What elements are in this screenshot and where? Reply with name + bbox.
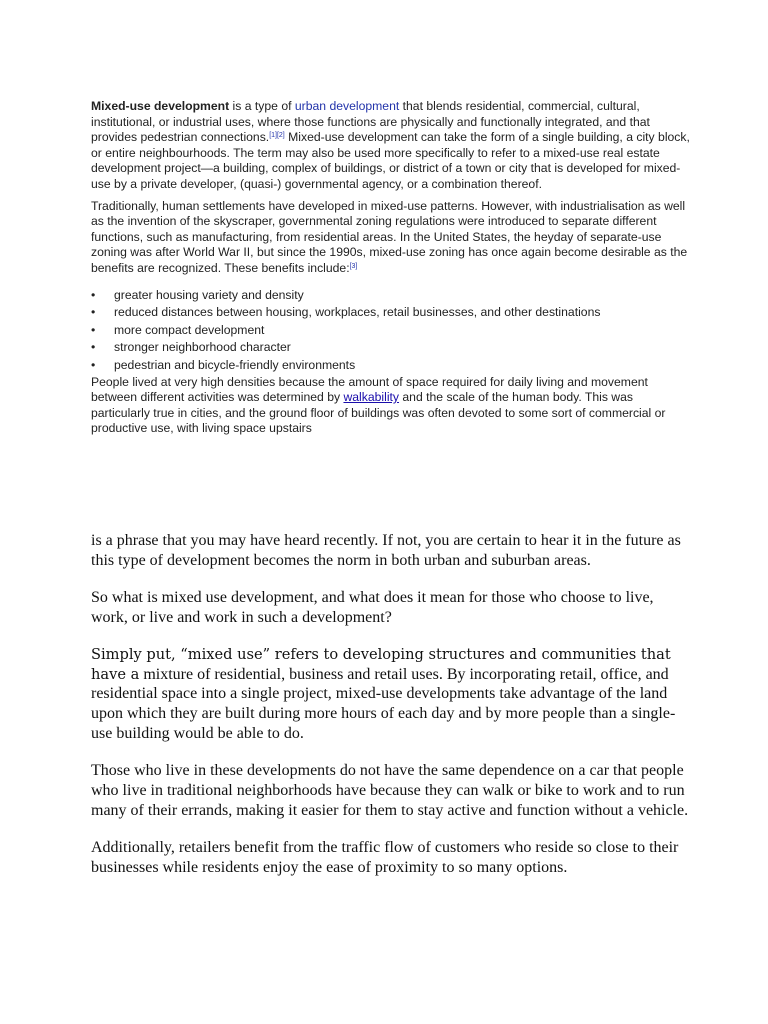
history-text: Traditionally, human settlements have developed in mixed-use patterns. However, with industrialisation as well as the invention of the skyscraper, governmental zoning regulations were introduced to separate different functions, such as manufacturing, from residential areas. In the United States, the heyday of separate-use zoning was after World War II, but since the 1990s, mixed-use zoning has once again become desirable as the benefits are recognized. These benefits include: [91,198,688,275]
essay-body [91,531,691,895]
urban-development-link[interactable]: urban development [294,99,400,113]
intro-paragraph [91,99,691,193]
essay-paragraph-5: Additionally, retailers benefit from the traffic flow of customers who reside so close to their businesses while residents enjoy the ease of proximity to so many options. [91,838,679,876]
wiki-excerpt [91,99,691,437]
essay-paragraph-3 [91,645,691,745]
list-item [91,287,691,305]
essay-paragraph-1: is a phrase that you may have heard recently. If not, you are certain to hear it in the future as this type of development becomes the norm in both urban and suburban areas. [91,532,681,569]
benefit-text: greater housing variety and density [114,287,304,302]
benefit-text: stronger neighborhood character [114,340,291,355]
list-item [91,357,691,375]
history-paragraph [91,199,691,277]
intro-text-1: is a type of [229,99,295,113]
essay-paragraph-2: So what is mixed use development, and what does it mean for those who choose to live, work, or live and work in such a development? [91,588,654,626]
list-item [91,322,691,340]
essay-paragraph-4: Those who live in these developments do not have the same dependence on a car that people who live in traditional neighborhoods have because they can walk or bike to work and to run many of their errands, making it easier for them to stay active and function without a vehicle. [91,762,689,819]
bullet-marker: • [91,340,96,355]
walkability-text-2: and the scale of the human body. This was particularly true in cities, and the ground floor of buildings was often devoted to some sort of commercial or productive use, with living space upstairs [91,390,666,436]
essay-paragraph-3-rest: mixture of residential, business and retail uses. By incorporating retail, office, and residential space into a single project, mixed-use developments take advantage of the land upon which they are built during more hours of each day and by more people than a single-use building would be able to do. [91,665,676,743]
list-item [91,339,691,357]
citation-1-2-link[interactable]: [1][2] [269,132,285,140]
intro-text-2: that blends residential, commercial, cultural, institutional, or industrial uses, where those functions are physically and functionally integrated, and that provides pedestrian connections. [91,99,650,145]
benefit-text: pedestrian and bicycle-friendly environments [114,357,356,372]
bullet-marker: • [91,357,96,372]
list-item [91,304,691,322]
bullet-marker: • [91,322,96,337]
bullet-marker: • [91,305,96,320]
bullet-marker: • [91,287,96,302]
article-term: Mixed-use development [91,99,230,113]
intro-text-3: Mixed-use development can take the form of a single building, a city block, or entire neighbourhoods. The term may also be used more specifically to refer to a mixed-use real estate development project—a building, complex of buildings, or district of a town or city that is developed for mixed-use by a private developer, (quasi-) governmental agency, or a combination thereof. [91,130,690,191]
benefits-list [91,287,691,375]
benefit-text: more compact development [114,322,265,337]
walkability-text-1: People lived at very high densities because the amount of space required for daily living and movement between different activities was determined by [91,374,648,405]
citation-3-link[interactable]: [3] [349,262,358,270]
walkability-link[interactable]: walkability [343,390,400,405]
essay-paragraph-3-lead: Simply put, “mixed use” refers to developing structures and communities that have a [91,645,671,683]
walkability-paragraph [91,375,691,437]
benefit-text: reduced distances between housing, workplaces, retail businesses, and other destinations [114,305,601,320]
